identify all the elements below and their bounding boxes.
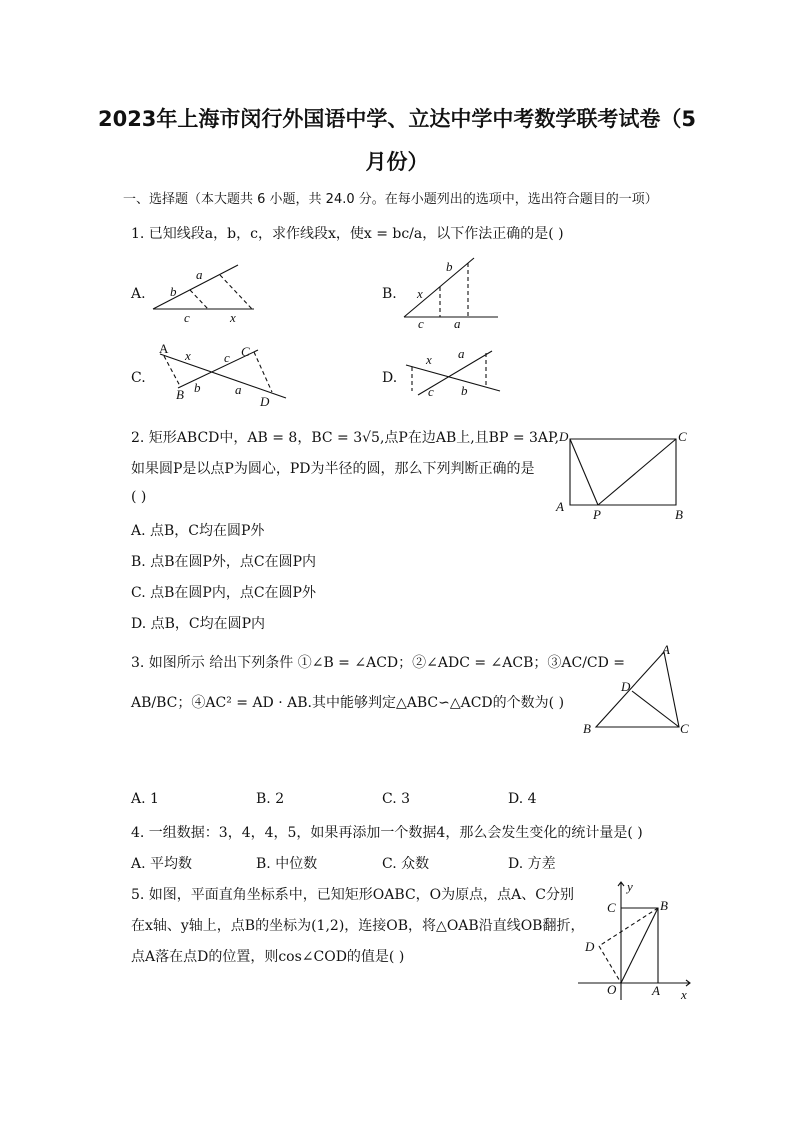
- q1c-label-B: B: [176, 387, 184, 402]
- q1-option-c-label: C.: [131, 370, 146, 386]
- q1d-label-x: x: [426, 352, 432, 367]
- q1a-label-c: c: [184, 310, 190, 323]
- q1b-label-b: b: [446, 259, 453, 274]
- exam-title-line1: 2023年上海市闵行外国语中学、立达中学中考数学联考试卷（5: [97, 107, 697, 131]
- q1-figure-d: [400, 343, 505, 403]
- q3-label-B: B: [583, 721, 591, 736]
- q2-stem-line2: 如果圆P是以点P为圆心，PD为半径的圆，那么下列判断正确的是: [131, 461, 535, 477]
- q1-option-a-label: A.: [131, 286, 146, 302]
- q2-option-d: D. 点B，C均在圆P内: [131, 616, 266, 632]
- q5-label-B: B: [660, 898, 668, 913]
- q1c-label-x: x: [185, 348, 191, 363]
- q4-stem: 4. 一组数据：3，4，4，5，如果再添加一个数据4，那么会发生变化的统计量是( ): [131, 825, 643, 841]
- q2-label-B: B: [675, 507, 683, 522]
- q2-option-c: C. 点B在圆P内，点C在圆P外: [131, 585, 316, 601]
- q3-option-c: C. 3: [382, 791, 411, 807]
- q3-option-d: D. 4: [508, 791, 537, 807]
- q4-option-d: D. 方差: [508, 856, 556, 872]
- q1c-label-c: c: [224, 350, 230, 365]
- q1-option-b-label: B.: [382, 286, 397, 302]
- q1c-label-D: D: [260, 394, 270, 409]
- q1b-label-a: a: [454, 316, 461, 330]
- q5-label-C: C: [607, 900, 616, 915]
- q5-stem-line1: 5. 如图，平面直角坐标系中，已知矩形OABC，O为原点，点A、C分别: [131, 887, 574, 903]
- q1a-label-x: x: [230, 310, 236, 323]
- q5-stem-line2: 在x轴、y轴上，点B的坐标为(1,2)，连接OB，将△OAB沿直线OB翻折，: [131, 918, 585, 934]
- q3-option-a: A. 1: [131, 791, 159, 807]
- q2-option-b: B. 点B在圆P外，点C在圆P内: [131, 554, 317, 570]
- q3-label-A: A: [662, 642, 670, 657]
- q1c-label-b: b: [194, 380, 201, 395]
- q1c-label-a: a: [235, 382, 242, 397]
- q1-figure-b: [400, 255, 505, 330]
- q2-label-D: D: [559, 429, 569, 444]
- q1d-label-c: c: [428, 384, 434, 399]
- q5-coordinate-figure: [578, 878, 698, 1003]
- q4-option-b: B. 中位数: [256, 856, 318, 872]
- q2-label-A: A: [556, 499, 564, 514]
- q1-figure-c: [150, 340, 290, 410]
- section-header: 一、选择题（本大题共 6 小题，共 24.0 分。在每小题列出的选项中，选出符合题目的一项）: [123, 192, 658, 207]
- q1a-label-a: a: [196, 267, 203, 282]
- q4-option-c: C. 众数: [382, 856, 430, 872]
- exam-title-line2: 月份）: [365, 150, 429, 174]
- q5-label-D: D: [585, 939, 595, 954]
- q5-label-x: x: [681, 987, 687, 1002]
- q4-option-a: A. 平均数: [131, 856, 193, 872]
- q5-label-A: A: [652, 983, 660, 998]
- q2-rectangle-figure: [553, 425, 698, 525]
- q1a-label-b: b: [170, 284, 177, 299]
- q2-label-P: P: [593, 507, 601, 522]
- q3-label-C: C: [680, 721, 689, 736]
- q5-label-O: O: [607, 982, 617, 997]
- q1c-label-C: C: [241, 344, 250, 359]
- q1-option-d-label: D.: [382, 370, 398, 386]
- q2-stem-line3: ( ): [131, 489, 147, 505]
- q2-stem-line1: 2. 矩形ABCD中，AB = 8，BC = 3√5,点P在边AB上,且BP = 3AP,: [131, 430, 560, 446]
- q5-label-y: y: [627, 879, 633, 894]
- q3-triangle-figure: [578, 640, 698, 740]
- q2-label-C: C: [678, 429, 687, 444]
- q5-stem-line3: 点A落在点D的位置，则cos∠COD的值是( ): [131, 949, 405, 965]
- q3-stem-line2: AB/BC；④AC² = AD · AB.其中能够判定△ABC∽△ACD的个数为( ): [131, 695, 565, 711]
- q1-stem: 1. 已知线段a，b，c，求作线段x，使x = bc/a，以下作法正确的是( ): [131, 226, 564, 242]
- q1d-label-a: a: [458, 346, 465, 361]
- q2-option-a: A. 点B，C均在圆P外: [131, 523, 265, 539]
- q3-option-b: B. 2: [256, 791, 285, 807]
- q3-stem-line1: 3. 如图所示 给出下列条件 ①∠B = ∠ACD；②∠ADC = ∠ACB；③AC/CD =: [131, 655, 626, 671]
- q1b-label-c: c: [418, 316, 424, 330]
- q1c-label-A: A: [159, 341, 169, 356]
- q3-label-D: D: [621, 679, 631, 694]
- q1b-label-x: x: [417, 286, 423, 301]
- q1-figure-a: [150, 258, 260, 323]
- q1d-label-b: b: [461, 383, 468, 398]
